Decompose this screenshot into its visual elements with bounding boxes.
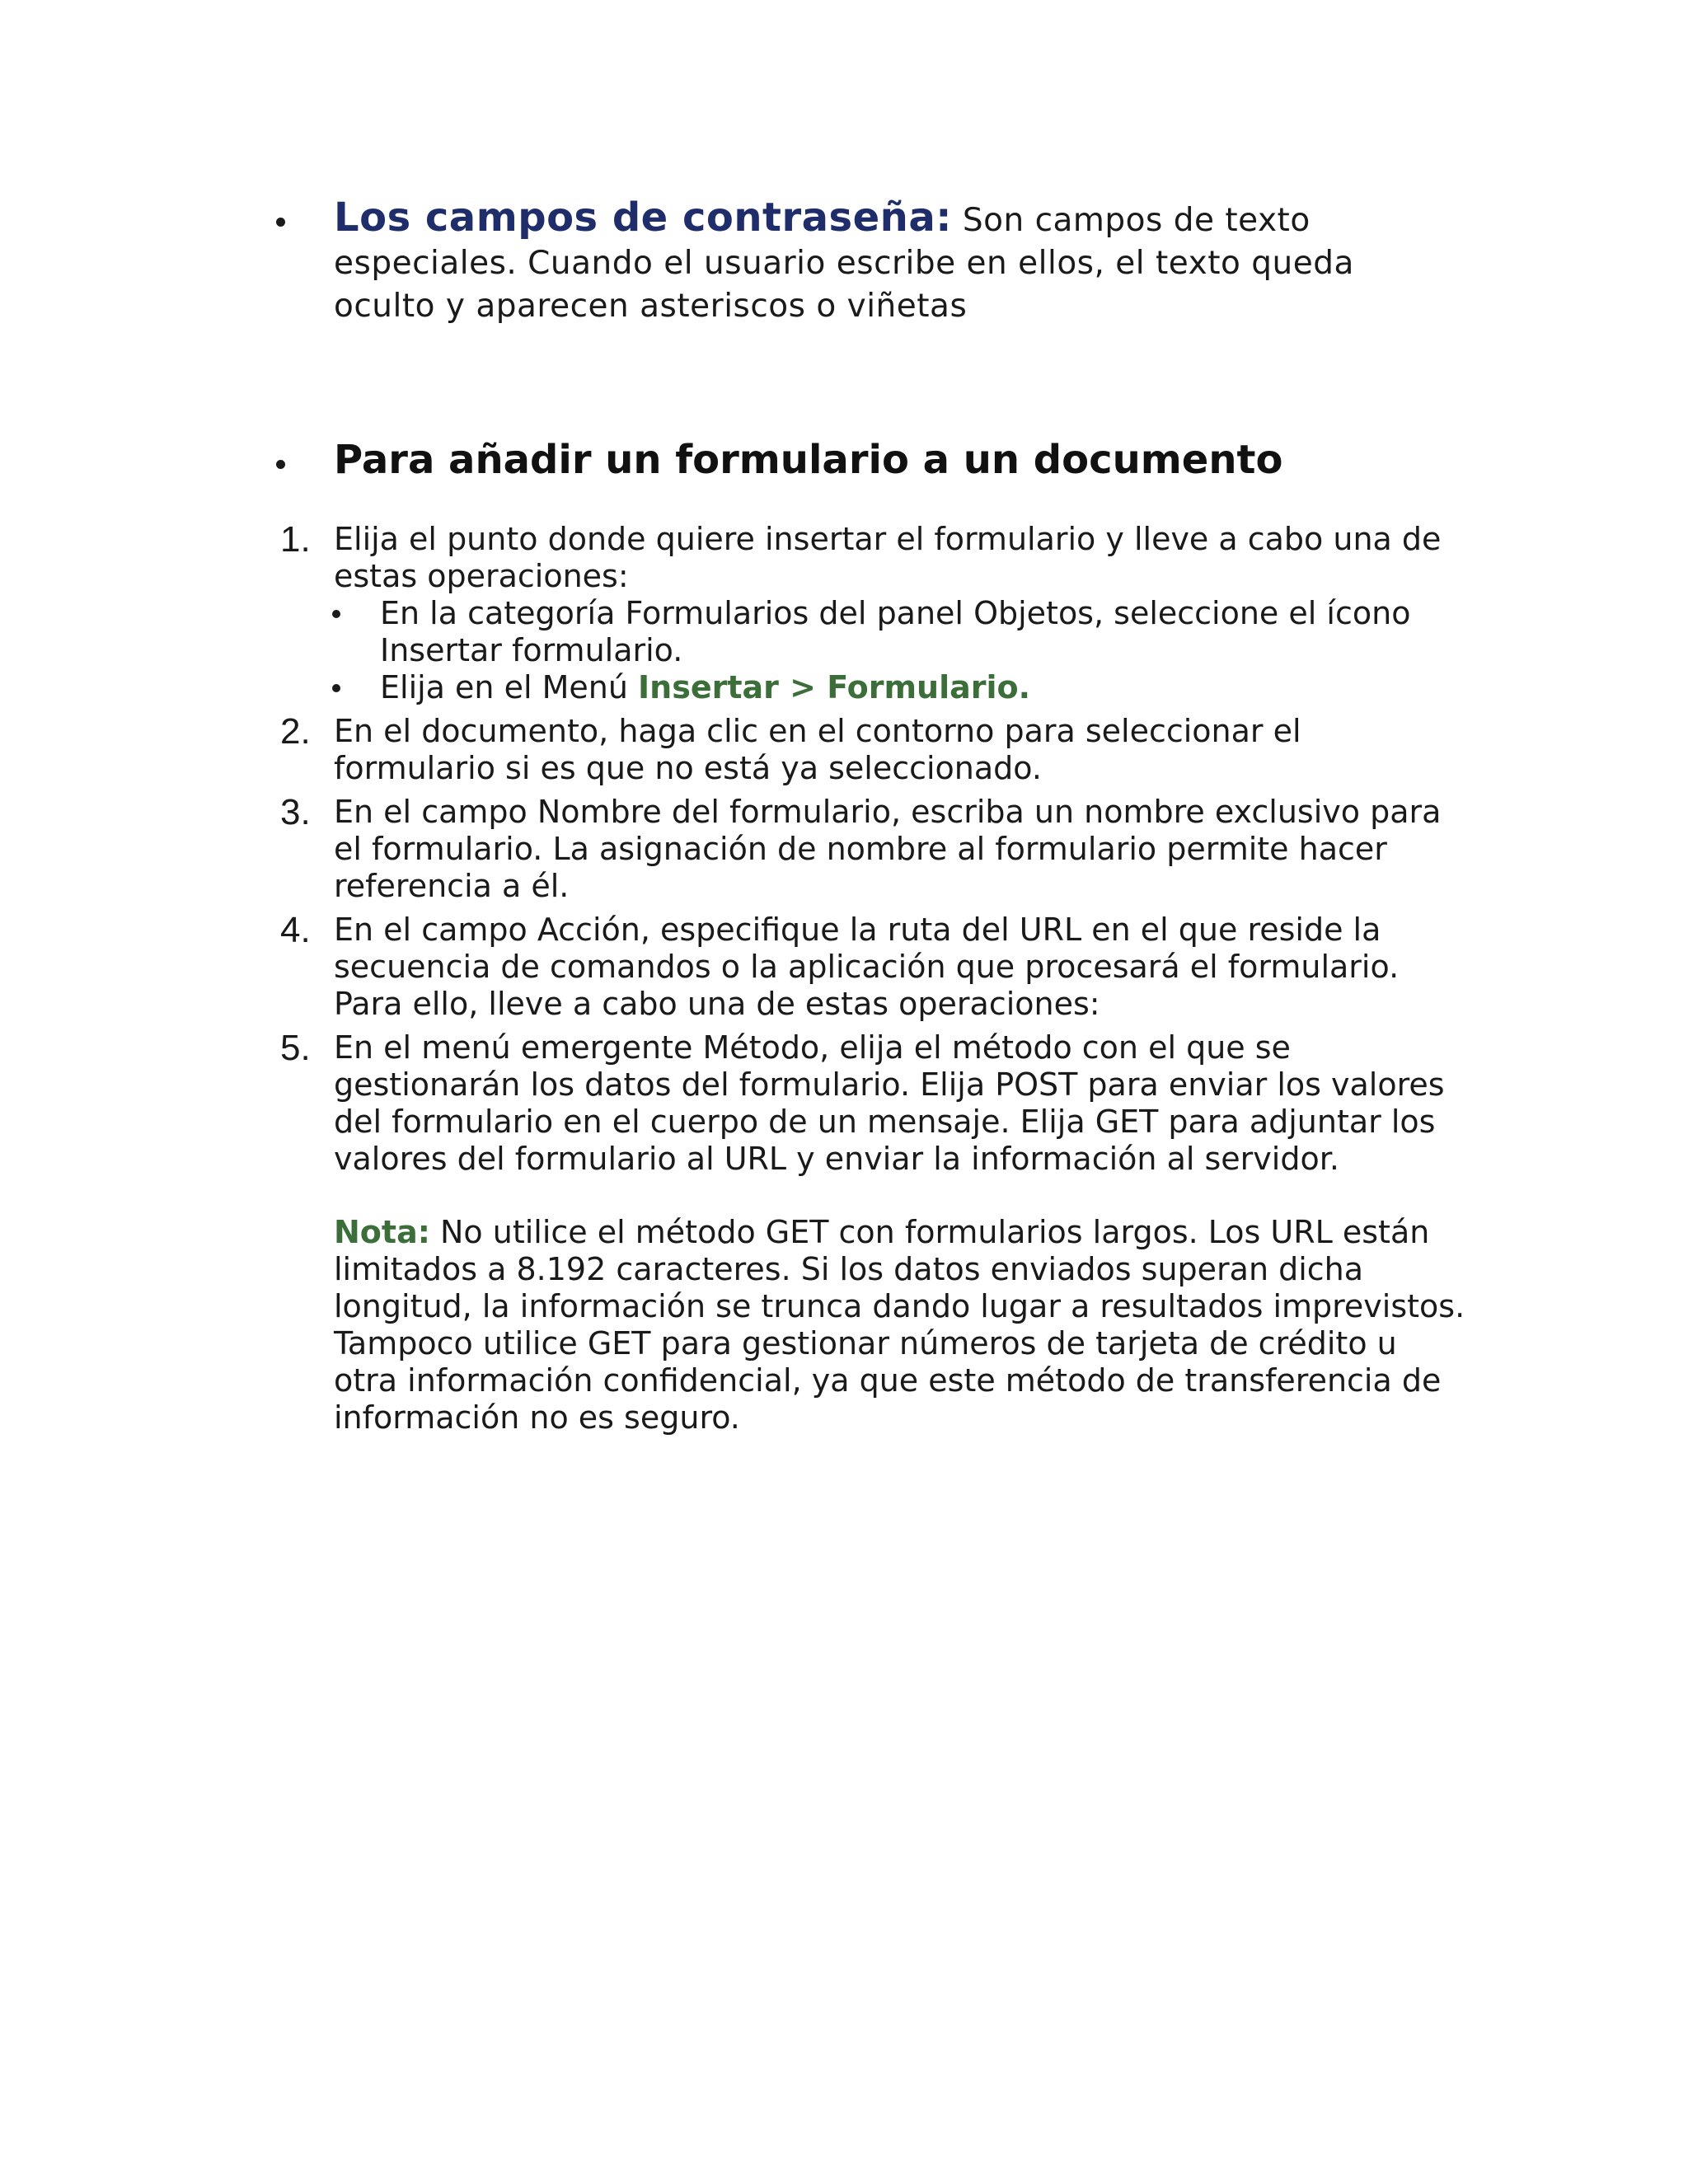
section-heading-item bbox=[280, 435, 1451, 485]
password-fields-paragraph bbox=[334, 196, 1451, 328]
step-text: En el documento, haga clic en el contorno para seleccionar el formulario si es que no está ya seleccionado. bbox=[334, 713, 1301, 786]
step-text: En el menú emergente Método, elija el método con el que se gestionarán los datos del formulario. Elija POST para enviar los valores del formulario en el cuerpo de un mensaje. Elija GET para adjuntar los valores del formulario al URL y enviar la información al servidor. bbox=[334, 1029, 1445, 1177]
bullet-dot bbox=[332, 610, 340, 618]
bullet-dot bbox=[276, 460, 285, 469]
sub-item-text: Elija en el Menú bbox=[380, 669, 639, 705]
note-label: Nota: bbox=[334, 1214, 430, 1250]
step-item bbox=[280, 519, 1467, 706]
sub-list-item bbox=[380, 669, 1467, 706]
note-paragraph bbox=[334, 1214, 1467, 1436]
step-item bbox=[280, 711, 1467, 787]
bullet-dot bbox=[332, 684, 340, 692]
note-text: No utilice el método GET con formularios largos. Los URL están limitados a 8.192 caracteres. Si los datos enviados superan dicha longitud, la información se trunca dando lugar a resultados imprevistos. Tampoco utilice GET para gestionar números de tarjeta de crédito u otra información confidencial, ya que este método de transferencia de información no es seguro. bbox=[334, 1214, 1465, 1436]
step-item bbox=[280, 910, 1467, 1023]
bullet-dot bbox=[276, 218, 285, 227]
step-number: 2. bbox=[280, 711, 311, 752]
password-fields-term: Los campos de contraseña: bbox=[334, 194, 952, 241]
step-sublist bbox=[280, 595, 1467, 706]
step-text: En el campo Nombre del formulario, escriba un nombre exclusivo para el formulario. La asignación de nombre al formulario permite hacer referencia a él. bbox=[334, 794, 1442, 904]
step-item bbox=[280, 1028, 1467, 1178]
section-heading: Para añadir un formulario a un documento bbox=[334, 437, 1283, 483]
step-text: En el campo Acción, especifique la ruta del URL en el que reside la secuencia de comandos o la aplicación que procesará el formulario. Para ello, lleve a cabo una de estas operaciones: bbox=[334, 912, 1400, 1022]
sub-item-text: En la categoría Formularios del panel Objetos, seleccione el ícono Insertar formulario. bbox=[380, 595, 1411, 668]
step-number: 3. bbox=[280, 792, 311, 832]
password-fields-item bbox=[280, 196, 1451, 328]
menu-path-highlight: Insertar > Formulario. bbox=[638, 669, 1031, 705]
step-number: 5. bbox=[280, 1028, 311, 1068]
password-fields-description: Son campos de texto especiales. Cuando el usuario escribe en ellos, el texto queda oculto y aparecen asteriscos o viñetas bbox=[334, 202, 1354, 325]
sub-list-item bbox=[380, 595, 1467, 669]
step-number: 4. bbox=[280, 910, 311, 950]
step-number: 1. bbox=[280, 519, 311, 560]
step-item bbox=[280, 792, 1467, 905]
steps-list bbox=[280, 521, 1467, 1436]
step-text: Elija el punto donde quiere insertar el formulario y lleve a cabo una de estas operaciones: bbox=[334, 521, 1442, 594]
